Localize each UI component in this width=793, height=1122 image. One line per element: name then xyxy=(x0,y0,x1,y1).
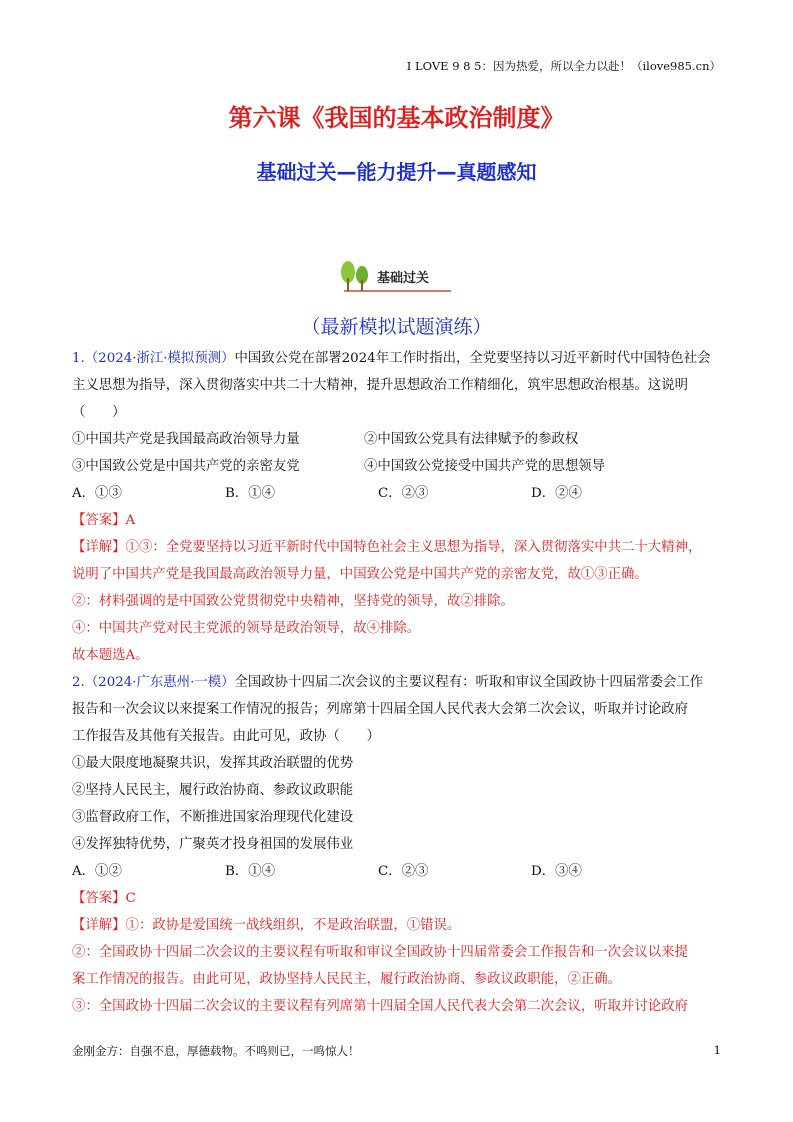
q1-detail: ②：材料强调的是中国致公党贯彻党中央精神，坚持党的领导，故②排除。 xyxy=(72,594,514,609)
q1-detail: ④：中国共产党对民主党派的领导是政治领导，故④排除。 xyxy=(72,621,421,636)
footer-motto: 金刚金方：自强不息，厚德载物。不鸣则已，一鸣惊人！ xyxy=(72,1044,360,1058)
q1-choice-a: A．①③ xyxy=(72,486,122,501)
q1-statements-row1 xyxy=(72,426,722,453)
q1-answer: 【答案】A xyxy=(72,513,136,528)
question-content xyxy=(72,345,722,1020)
q2-stem-line2: 报告和一次会议以来提案工作情况的报告；列席第十四届全国人民代表大会第二次会议，听取并讨论政府 xyxy=(72,702,688,717)
q2-statement: ③监督政府工作，不断推进国家治理现代化建设 xyxy=(72,810,354,825)
q2-choice-b: B．①④ xyxy=(225,864,276,879)
q2-answer: 【答案】C xyxy=(72,891,136,906)
q1-choice-d: D．②④ xyxy=(531,486,582,501)
page-subtitle: 基础过关—能力提升—真题感知 xyxy=(256,160,537,184)
q1-number: 1. xyxy=(72,351,85,366)
q1-statements-row2 xyxy=(72,453,722,480)
header-note: I LOVE 9 8 5：因为热爱，所以全力以赴！（ilove985.cn） xyxy=(406,59,721,73)
q2-detail: 案工作情况的报告。由此可见，政协坚持人民民主，履行政治协商、参政议政职能，②正确。 xyxy=(72,972,622,987)
q2-choice-d: D．③④ xyxy=(531,864,582,879)
q1-statement: ④中国致公党接受中国共产党的思想领导 xyxy=(364,459,606,474)
page-number: 1 xyxy=(713,1043,721,1057)
q2-detail: ②：全国政协十四届二次会议的主要议程有听取和审议全国政协十四届常委会工作报告和一次会议以来提 xyxy=(72,945,688,960)
q1-detail: 说明了中国共产党是我国最高政治领导力量，中国致公党是中国共产党的亲密友党，故①③正确。 xyxy=(72,567,648,582)
q1-statement: ③中国致公党是中国共产党的亲密友党 xyxy=(72,459,300,474)
q2-source: （2024·广东惠州·一模） xyxy=(84,675,235,690)
q2-statement: ④发挥独特优势，广聚英才投身祖国的发展伟业 xyxy=(72,837,354,852)
q2-stem-line1 xyxy=(72,669,722,696)
q2-choice-a: A．①② xyxy=(72,864,122,879)
q1-choice-c: C．②③ xyxy=(378,486,429,501)
q2-statement: ①最大限度地凝聚共识，发挥其政治联盟的优势 xyxy=(72,756,354,771)
q1-detail: 【详解】①③：全党要坚持以习近平新时代中国特色社会主义思想为指导，深入贯彻落实中共二十大精神， xyxy=(72,540,702,555)
q1-stem-line1 xyxy=(72,345,722,372)
q2-choices xyxy=(72,858,722,885)
q2-stem-line3: 工作报告及其他有关报告。由此可见，政协（ ） xyxy=(72,729,380,744)
q2-choice-c: C．②③ xyxy=(378,864,429,879)
page-title: 第六课《我国的基本政治制度》 xyxy=(228,104,565,132)
q1-statement: ②中国致公党具有法律赋予的参政权 xyxy=(364,432,579,447)
q1-conclusion: 故本题选A。 xyxy=(72,648,149,663)
q2-stem: 全国政协十四届二次会议的主要议程有：听取和审议全国政协十四届常委会工作 xyxy=(234,675,704,690)
q1-source: （2024·浙江·模拟预测） xyxy=(84,351,235,366)
q1-stem: 中国致公党在部署2024年工作时指出，全党要坚持以习近平新时代中国特色社会 xyxy=(234,351,711,366)
section-badge xyxy=(336,258,456,294)
q2-detail: ③：全国政协十四届二次会议的主要议程有列席第十四届全国人民代表大会第二次会议，听取并讨论政府 xyxy=(72,999,688,1014)
q2-detail: 【详解】①：政协是爱国统一战线组织，不是政治联盟，①错误。 xyxy=(72,918,461,933)
badge-label: 基础过关 xyxy=(377,271,430,286)
q1-choices xyxy=(72,480,722,507)
section-heading: （最新模拟试题演练） xyxy=(301,316,492,338)
q1-statement: ①中国共产党是我国最高政治领导力量 xyxy=(72,432,300,447)
q1-stem-line3: （ ） xyxy=(72,405,126,420)
q2-statement: ②坚持人民民主，履行政治协商、参政议政职能 xyxy=(72,783,354,798)
q1-stem-line2: 主义思想为指导，深入贯彻落实中共二十大精神，提升思想政治工作精细化，筑牢思想政治根基。这说明 xyxy=(72,378,688,393)
q1-choice-b: B．①④ xyxy=(225,486,276,501)
q2-number: 2. xyxy=(72,675,85,690)
